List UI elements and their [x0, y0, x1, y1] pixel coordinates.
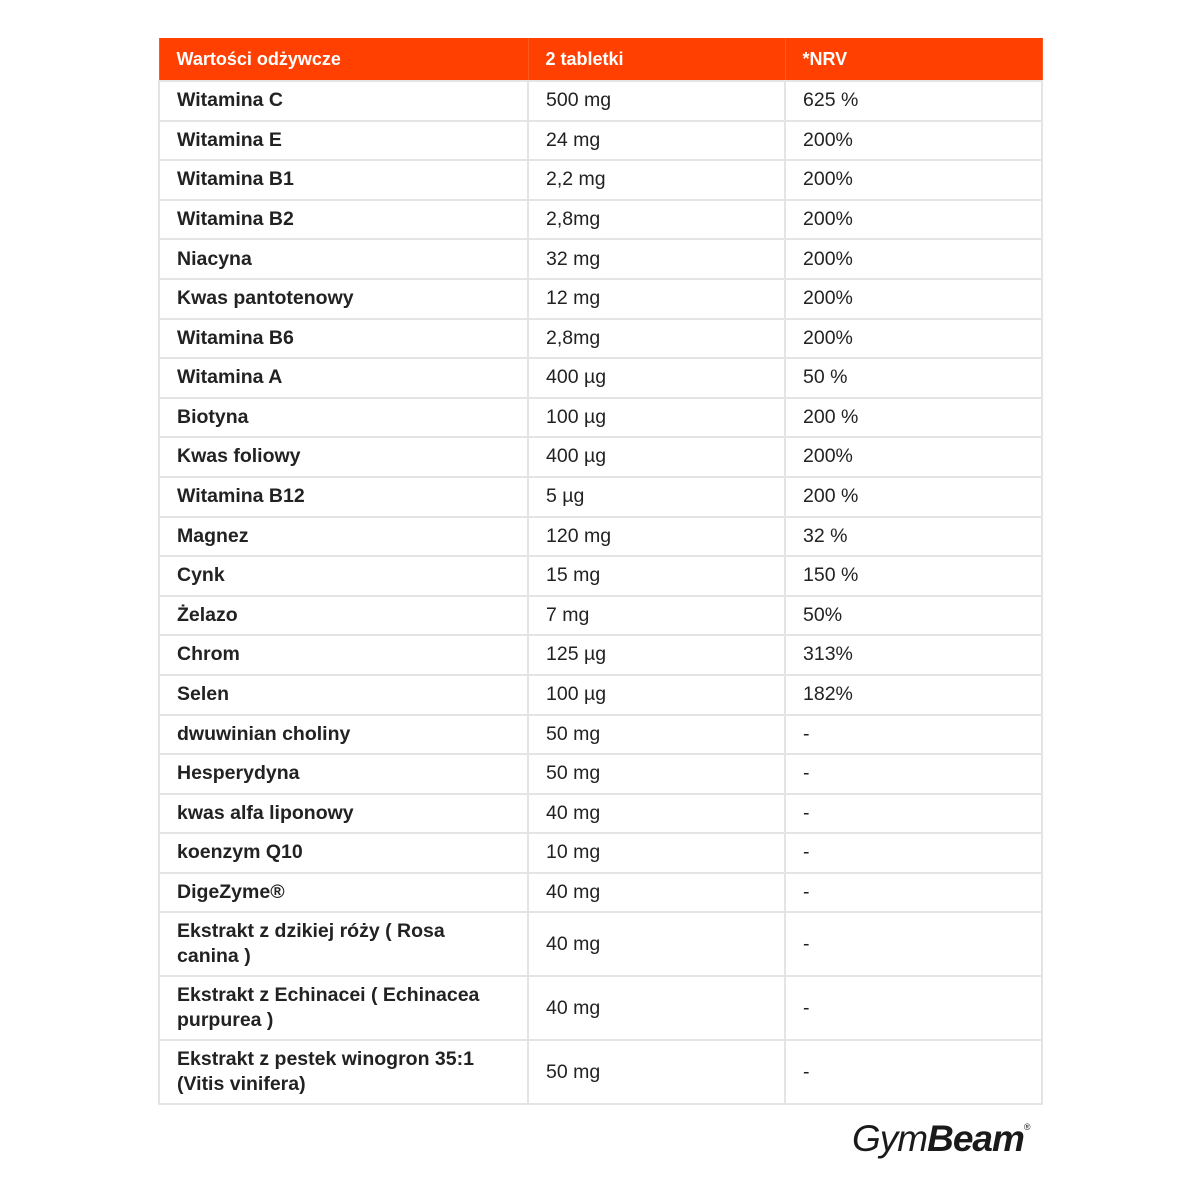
nrv-cell: -: [785, 715, 1042, 755]
nutrient-name-cell: Ekstrakt z dzikiej róży ( Rosa canina ): [159, 912, 528, 976]
table-row: [159, 596, 1042, 636]
nrv-cell: -: [785, 833, 1042, 873]
gymbeam-logo: [852, 1118, 1031, 1162]
table-row: [159, 477, 1042, 517]
logo-registered-mark: ®: [1023, 1122, 1031, 1132]
table-row: [159, 833, 1042, 873]
table-row: [159, 358, 1042, 398]
amount-cell: 120 mg: [528, 517, 785, 557]
table-row: [159, 437, 1042, 477]
nrv-cell: 50%: [785, 596, 1042, 636]
table-row: [159, 873, 1042, 913]
table-row: [159, 160, 1042, 200]
amount-cell: 50 mg: [528, 754, 785, 794]
table-row: [159, 279, 1042, 319]
nutrient-name-cell: Witamina E: [159, 121, 528, 161]
nrv-cell: -: [785, 1040, 1042, 1104]
nrv-cell: -: [785, 912, 1042, 976]
amount-cell: 5 µg: [528, 477, 785, 517]
table-header-row: [159, 38, 1042, 81]
nrv-cell: 150 %: [785, 556, 1042, 596]
amount-cell: 40 mg: [528, 912, 785, 976]
table-row: [159, 976, 1042, 1040]
nutrient-name-cell: Cynk: [159, 556, 528, 596]
nrv-cell: -: [785, 794, 1042, 834]
amount-cell: 2,8mg: [528, 319, 785, 359]
nutrient-name-cell: Biotyna: [159, 398, 528, 438]
nrv-cell: 625 %: [785, 81, 1042, 121]
nutrient-name-cell: Ekstrakt z pestek winogron 35:1 (Vitis vinifera): [159, 1040, 528, 1104]
amount-cell: 10 mg: [528, 833, 785, 873]
nrv-cell: 200%: [785, 279, 1042, 319]
amount-cell: 15 mg: [528, 556, 785, 596]
nrv-cell: 200%: [785, 319, 1042, 359]
table-row: [159, 319, 1042, 359]
amount-cell: 400 µg: [528, 358, 785, 398]
logo-text-gym: Gym: [852, 1118, 928, 1159]
nrv-cell: 182%: [785, 675, 1042, 715]
nrv-cell: 200%: [785, 239, 1042, 279]
nrv-cell: 200%: [785, 200, 1042, 240]
header-nutrient: Wartości odżywcze: [159, 38, 528, 81]
table-row: [159, 121, 1042, 161]
logo-text-beam: Beam: [927, 1118, 1024, 1159]
table-row: [159, 794, 1042, 834]
amount-cell: 40 mg: [528, 873, 785, 913]
table-row: [159, 912, 1042, 976]
header-nrv: *NRV: [785, 38, 1042, 81]
amount-cell: 50 mg: [528, 1040, 785, 1104]
amount-cell: 50 mg: [528, 715, 785, 755]
table-row: [159, 675, 1042, 715]
amount-cell: 40 mg: [528, 794, 785, 834]
amount-cell: 2,2 mg: [528, 160, 785, 200]
nutrient-name-cell: Chrom: [159, 635, 528, 675]
nutrient-name-cell: dwuwinian choliny: [159, 715, 528, 755]
amount-cell: 7 mg: [528, 596, 785, 636]
amount-cell: 400 µg: [528, 437, 785, 477]
table-row: [159, 715, 1042, 755]
table-body: [159, 81, 1042, 1104]
amount-cell: 2,8mg: [528, 200, 785, 240]
amount-cell: 100 µg: [528, 675, 785, 715]
nrv-cell: 200%: [785, 121, 1042, 161]
table-row: [159, 398, 1042, 438]
nutrient-name-cell: Witamina B1: [159, 160, 528, 200]
nutrient-name-cell: DigeZyme®: [159, 873, 528, 913]
nrv-cell: -: [785, 976, 1042, 1040]
header-amount: 2 tabletki: [528, 38, 785, 81]
amount-cell: 125 µg: [528, 635, 785, 675]
nrv-cell: 200 %: [785, 477, 1042, 517]
nutrient-name-cell: Ekstrakt z Echinacei ( Echinacea purpurea ): [159, 976, 528, 1040]
nutrient-name-cell: Kwas pantotenowy: [159, 279, 528, 319]
nutrient-name-cell: Kwas foliowy: [159, 437, 528, 477]
table-row: [159, 200, 1042, 240]
nutrient-name-cell: Witamina B2: [159, 200, 528, 240]
table-row: [159, 81, 1042, 121]
table-row: [159, 754, 1042, 794]
amount-cell: 24 mg: [528, 121, 785, 161]
nrv-cell: 200%: [785, 437, 1042, 477]
amount-cell: 40 mg: [528, 976, 785, 1040]
table-row: [159, 1040, 1042, 1104]
nutrition-table: [158, 38, 1043, 1105]
nutrient-name-cell: Witamina A: [159, 358, 528, 398]
nutrient-name-cell: Selen: [159, 675, 528, 715]
table-row: [159, 517, 1042, 557]
nutrient-name-cell: Witamina C: [159, 81, 528, 121]
nrv-cell: 200%: [785, 160, 1042, 200]
amount-cell: 12 mg: [528, 279, 785, 319]
amount-cell: 500 mg: [528, 81, 785, 121]
nrv-cell: 313%: [785, 635, 1042, 675]
amount-cell: 32 mg: [528, 239, 785, 279]
nrv-cell: -: [785, 873, 1042, 913]
table-row: [159, 635, 1042, 675]
nutrient-name-cell: Żelazo: [159, 596, 528, 636]
nutrient-name-cell: Hesperydyna: [159, 754, 528, 794]
amount-cell: 100 µg: [528, 398, 785, 438]
table-row: [159, 556, 1042, 596]
nutrient-name-cell: kwas alfa liponowy: [159, 794, 528, 834]
nutrient-name-cell: koenzym Q10: [159, 833, 528, 873]
nutrient-name-cell: Witamina B6: [159, 319, 528, 359]
nutrient-name-cell: Niacyna: [159, 239, 528, 279]
nrv-cell: -: [785, 754, 1042, 794]
nutrient-name-cell: Witamina B12: [159, 477, 528, 517]
nutrient-name-cell: Magnez: [159, 517, 528, 557]
nrv-cell: 200 %: [785, 398, 1042, 438]
nrv-cell: 32 %: [785, 517, 1042, 557]
table-row: [159, 239, 1042, 279]
nrv-cell: 50 %: [785, 358, 1042, 398]
